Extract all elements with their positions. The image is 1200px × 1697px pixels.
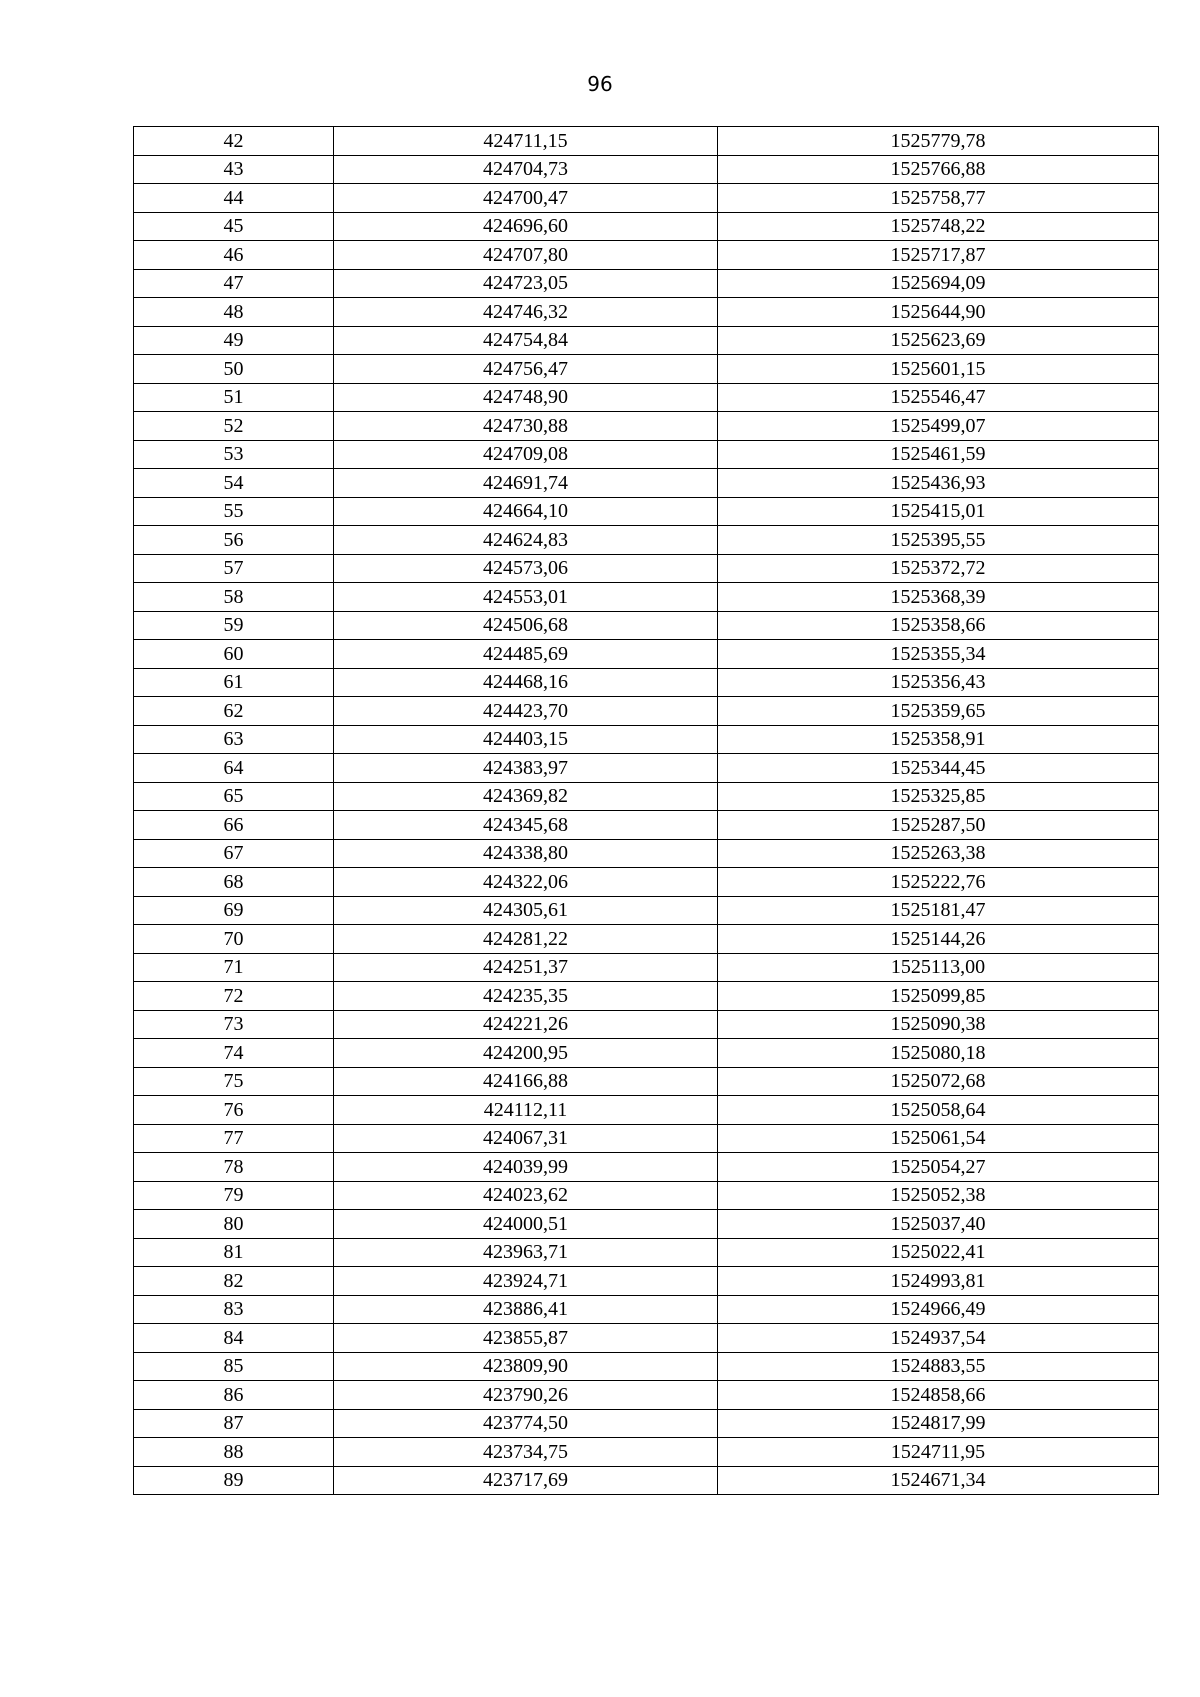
table-row [134, 697, 1159, 726]
y-coordinate-cell: 1525546,47 [718, 383, 1159, 412]
x-coordinate-cell: 424039,99 [334, 1153, 718, 1182]
x-coordinate-cell: 424112,11 [334, 1096, 718, 1125]
table-row [134, 269, 1159, 298]
y-coordinate-cell: 1525037,40 [718, 1210, 1159, 1239]
x-coordinate-cell: 424696,60 [334, 212, 718, 241]
y-coordinate-cell: 1525415,01 [718, 497, 1159, 526]
y-coordinate-cell: 1525058,64 [718, 1096, 1159, 1125]
coordinates-table-body [134, 127, 1159, 1495]
x-coordinate-cell: 424000,51 [334, 1210, 718, 1239]
point-number-cell: 45 [134, 212, 334, 241]
y-coordinate-cell: 1524817,99 [718, 1409, 1159, 1438]
y-coordinate-cell: 1525358,66 [718, 611, 1159, 640]
table-row [134, 554, 1159, 583]
x-coordinate-cell: 424166,88 [334, 1067, 718, 1096]
y-coordinate-cell: 1525372,72 [718, 554, 1159, 583]
x-coordinate-cell: 424383,97 [334, 754, 718, 783]
table-row [134, 1238, 1159, 1267]
point-number-cell: 77 [134, 1124, 334, 1153]
table-row [134, 1124, 1159, 1153]
point-number-cell: 86 [134, 1381, 334, 1410]
table-row [134, 1181, 1159, 1210]
y-coordinate-cell: 1525356,43 [718, 668, 1159, 697]
y-coordinate-cell: 1525623,69 [718, 326, 1159, 355]
point-number-cell: 76 [134, 1096, 334, 1125]
x-coordinate-cell: 424468,16 [334, 668, 718, 697]
y-coordinate-cell: 1524993,81 [718, 1267, 1159, 1296]
x-coordinate-cell: 423924,71 [334, 1267, 718, 1296]
x-coordinate-cell: 423855,87 [334, 1324, 718, 1353]
point-number-cell: 53 [134, 440, 334, 469]
y-coordinate-cell: 1524711,95 [718, 1438, 1159, 1467]
y-coordinate-cell: 1525694,09 [718, 269, 1159, 298]
table-row [134, 298, 1159, 327]
table-row [134, 1039, 1159, 1068]
x-coordinate-cell: 424756,47 [334, 355, 718, 384]
point-number-cell: 56 [134, 526, 334, 555]
y-coordinate-cell: 1525779,78 [718, 127, 1159, 156]
point-number-cell: 52 [134, 412, 334, 441]
y-coordinate-cell: 1525436,93 [718, 469, 1159, 498]
y-coordinate-cell: 1525766,88 [718, 155, 1159, 184]
point-number-cell: 66 [134, 811, 334, 840]
point-number-cell: 71 [134, 953, 334, 982]
x-coordinate-cell: 424281,22 [334, 925, 718, 954]
point-number-cell: 48 [134, 298, 334, 327]
table-row [134, 982, 1159, 1011]
x-coordinate-cell: 424023,62 [334, 1181, 718, 1210]
y-coordinate-cell: 1525072,68 [718, 1067, 1159, 1096]
point-number-cell: 65 [134, 782, 334, 811]
point-number-cell: 85 [134, 1352, 334, 1381]
x-coordinate-cell: 424691,74 [334, 469, 718, 498]
y-coordinate-cell: 1525368,39 [718, 583, 1159, 612]
table-row [134, 754, 1159, 783]
point-number-cell: 87 [134, 1409, 334, 1438]
table-row [134, 896, 1159, 925]
point-number-cell: 60 [134, 640, 334, 669]
y-coordinate-cell: 1525287,50 [718, 811, 1159, 840]
point-number-cell: 83 [134, 1295, 334, 1324]
table-row [134, 839, 1159, 868]
table-row [134, 383, 1159, 412]
x-coordinate-cell: 424305,61 [334, 896, 718, 925]
x-coordinate-cell: 424704,73 [334, 155, 718, 184]
table-row [134, 583, 1159, 612]
y-coordinate-cell: 1525263,38 [718, 839, 1159, 868]
point-number-cell: 44 [134, 184, 334, 213]
point-number-cell: 79 [134, 1181, 334, 1210]
x-coordinate-cell: 424369,82 [334, 782, 718, 811]
x-coordinate-cell: 424573,06 [334, 554, 718, 583]
y-coordinate-cell: 1525344,45 [718, 754, 1159, 783]
point-number-cell: 61 [134, 668, 334, 697]
x-coordinate-cell: 424251,37 [334, 953, 718, 982]
x-coordinate-cell: 424235,35 [334, 982, 718, 1011]
x-coordinate-cell: 423734,75 [334, 1438, 718, 1467]
y-coordinate-cell: 1525601,15 [718, 355, 1159, 384]
point-number-cell: 55 [134, 497, 334, 526]
x-coordinate-cell: 424711,15 [334, 127, 718, 156]
y-coordinate-cell: 1524883,55 [718, 1352, 1159, 1381]
x-coordinate-cell: 424553,01 [334, 583, 718, 612]
x-coordinate-cell: 424403,15 [334, 725, 718, 754]
y-coordinate-cell: 1525054,27 [718, 1153, 1159, 1182]
table-row [134, 497, 1159, 526]
x-coordinate-cell: 423886,41 [334, 1295, 718, 1324]
point-number-cell: 89 [134, 1466, 334, 1495]
x-coordinate-cell: 424506,68 [334, 611, 718, 640]
point-number-cell: 49 [134, 326, 334, 355]
point-number-cell: 54 [134, 469, 334, 498]
point-number-cell: 43 [134, 155, 334, 184]
y-coordinate-cell: 1525644,90 [718, 298, 1159, 327]
table-row [134, 925, 1159, 954]
y-coordinate-cell: 1525061,54 [718, 1124, 1159, 1153]
y-coordinate-cell: 1525113,00 [718, 953, 1159, 982]
y-coordinate-cell: 1525181,47 [718, 896, 1159, 925]
table-row [134, 1267, 1159, 1296]
y-coordinate-cell: 1524937,54 [718, 1324, 1159, 1353]
point-number-cell: 73 [134, 1010, 334, 1039]
x-coordinate-cell: 423963,71 [334, 1238, 718, 1267]
y-coordinate-cell: 1524858,66 [718, 1381, 1159, 1410]
y-coordinate-cell: 1524966,49 [718, 1295, 1159, 1324]
page-number: 96 [587, 72, 613, 96]
table-row [134, 469, 1159, 498]
table-row [134, 1352, 1159, 1381]
table-row [134, 1096, 1159, 1125]
point-number-cell: 70 [134, 925, 334, 954]
x-coordinate-cell: 423809,90 [334, 1352, 718, 1381]
point-number-cell: 63 [134, 725, 334, 754]
table-row [134, 155, 1159, 184]
table-row [134, 611, 1159, 640]
table-row [134, 241, 1159, 270]
table-row [134, 1210, 1159, 1239]
y-coordinate-cell: 1525355,34 [718, 640, 1159, 669]
x-coordinate-cell: 424345,68 [334, 811, 718, 840]
table-row [134, 212, 1159, 241]
table-row [134, 868, 1159, 897]
x-coordinate-cell: 424322,06 [334, 868, 718, 897]
table-row [134, 127, 1159, 156]
point-number-cell: 58 [134, 583, 334, 612]
point-number-cell: 72 [134, 982, 334, 1011]
table-row [134, 725, 1159, 754]
x-coordinate-cell: 424200,95 [334, 1039, 718, 1068]
table-row [134, 811, 1159, 840]
table-row [134, 1438, 1159, 1467]
table-row [134, 326, 1159, 355]
point-number-cell: 68 [134, 868, 334, 897]
coordinates-table [133, 126, 1159, 1495]
y-coordinate-cell: 1525022,41 [718, 1238, 1159, 1267]
y-coordinate-cell: 1525717,87 [718, 241, 1159, 270]
table-row [134, 1466, 1159, 1495]
y-coordinate-cell: 1525395,55 [718, 526, 1159, 555]
y-coordinate-cell: 1525222,76 [718, 868, 1159, 897]
table-row [134, 440, 1159, 469]
x-coordinate-cell: 424221,26 [334, 1010, 718, 1039]
point-number-cell: 59 [134, 611, 334, 640]
x-coordinate-cell: 424730,88 [334, 412, 718, 441]
x-coordinate-cell: 424067,31 [334, 1124, 718, 1153]
x-coordinate-cell: 424338,80 [334, 839, 718, 868]
point-number-cell: 51 [134, 383, 334, 412]
point-number-cell: 42 [134, 127, 334, 156]
table-row [134, 1295, 1159, 1324]
y-coordinate-cell: 1525358,91 [718, 725, 1159, 754]
x-coordinate-cell: 424746,32 [334, 298, 718, 327]
table-row [134, 1153, 1159, 1182]
point-number-cell: 47 [134, 269, 334, 298]
point-number-cell: 46 [134, 241, 334, 270]
y-coordinate-cell: 1525359,65 [718, 697, 1159, 726]
x-coordinate-cell: 424748,90 [334, 383, 718, 412]
table-row [134, 1010, 1159, 1039]
point-number-cell: 69 [134, 896, 334, 925]
x-coordinate-cell: 423774,50 [334, 1409, 718, 1438]
point-number-cell: 81 [134, 1238, 334, 1267]
y-coordinate-cell: 1525144,26 [718, 925, 1159, 954]
x-coordinate-cell: 424754,84 [334, 326, 718, 355]
point-number-cell: 64 [134, 754, 334, 783]
table-row [134, 953, 1159, 982]
x-coordinate-cell: 424707,80 [334, 241, 718, 270]
y-coordinate-cell: 1525080,18 [718, 1039, 1159, 1068]
x-coordinate-cell: 424709,08 [334, 440, 718, 469]
point-number-cell: 74 [134, 1039, 334, 1068]
x-coordinate-cell: 424423,70 [334, 697, 718, 726]
x-coordinate-cell: 424700,47 [334, 184, 718, 213]
y-coordinate-cell: 1525461,59 [718, 440, 1159, 469]
x-coordinate-cell: 424664,10 [334, 497, 718, 526]
point-number-cell: 67 [134, 839, 334, 868]
table-row [134, 782, 1159, 811]
table-row [134, 526, 1159, 555]
point-number-cell: 80 [134, 1210, 334, 1239]
point-number-cell: 84 [134, 1324, 334, 1353]
y-coordinate-cell: 1525325,85 [718, 782, 1159, 811]
point-number-cell: 75 [134, 1067, 334, 1096]
table-row [134, 1067, 1159, 1096]
table-row [134, 668, 1159, 697]
point-number-cell: 82 [134, 1267, 334, 1296]
y-coordinate-cell: 1525748,22 [718, 212, 1159, 241]
y-coordinate-cell: 1524671,34 [718, 1466, 1159, 1495]
x-coordinate-cell: 424485,69 [334, 640, 718, 669]
table-row [134, 1381, 1159, 1410]
x-coordinate-cell: 423790,26 [334, 1381, 718, 1410]
point-number-cell: 88 [134, 1438, 334, 1467]
y-coordinate-cell: 1525499,07 [718, 412, 1159, 441]
table-row [134, 640, 1159, 669]
point-number-cell: 78 [134, 1153, 334, 1182]
table-row [134, 1324, 1159, 1353]
x-coordinate-cell: 423717,69 [334, 1466, 718, 1495]
table-row [134, 355, 1159, 384]
x-coordinate-cell: 424723,05 [334, 269, 718, 298]
x-coordinate-cell: 424624,83 [334, 526, 718, 555]
y-coordinate-cell: 1525090,38 [718, 1010, 1159, 1039]
table-row [134, 1409, 1159, 1438]
y-coordinate-cell: 1525099,85 [718, 982, 1159, 1011]
y-coordinate-cell: 1525052,38 [718, 1181, 1159, 1210]
point-number-cell: 62 [134, 697, 334, 726]
table-row [134, 412, 1159, 441]
point-number-cell: 57 [134, 554, 334, 583]
table-row [134, 184, 1159, 213]
point-number-cell: 50 [134, 355, 334, 384]
y-coordinate-cell: 1525758,77 [718, 184, 1159, 213]
